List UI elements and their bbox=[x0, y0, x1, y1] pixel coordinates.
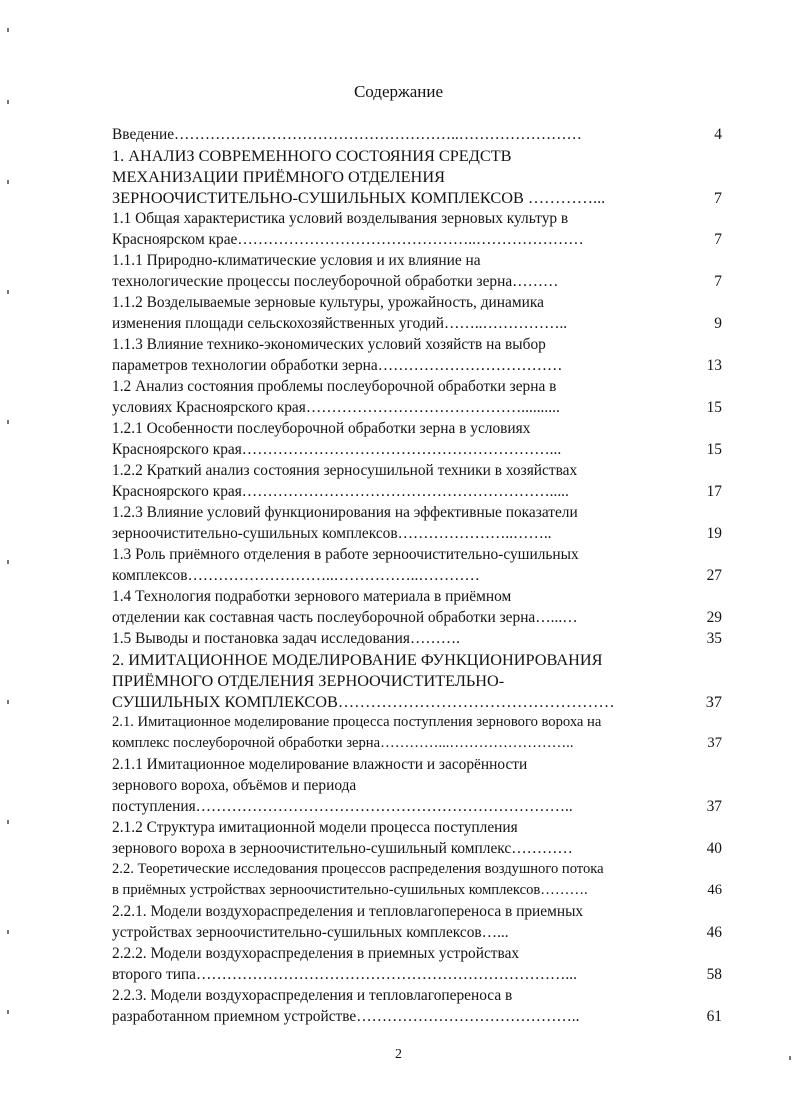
toc-entry-text: 1.3 Роль приёмного отделения в работе зерноочистительно-сушильных комплексов………………………..……………..………… bbox=[112, 546, 579, 584]
scan-mark bbox=[7, 930, 9, 934]
scan-mark bbox=[7, 290, 9, 294]
toc-entry bbox=[112, 124, 722, 145]
toc-entry-text: 1.2.3 Влияние условий функционирования на эффективные показатели зерноочистительно-сушильных комплексов…………………..…….. bbox=[112, 504, 578, 542]
toc-entry-page: 7 bbox=[714, 231, 722, 248]
toc-entry bbox=[112, 145, 722, 208]
toc-entry-text: 1.2.2 Краткий анализ состояния зерносушильной техники в хозяйствах Красноярского края……………………………………………………..... bbox=[112, 462, 578, 500]
table-of-contents bbox=[112, 124, 722, 1027]
toc-entry-page: 46 bbox=[707, 882, 722, 898]
toc-entry-page: 15 bbox=[706, 441, 722, 458]
toc-entry-text: 2. ИМИТАЦИОННОЕ МОДЕЛИРОВАНИЕ ФУНКЦИОНИРОВАНИЯ ПРИЁМНОГО ОТДЕЛЕНИЯ ЗЕРНООЧИСТИТЕЛЬНО- СУШИЛЬНЫХ КОМПЛЕКСОВ…………………………………………… bbox=[112, 650, 615, 711]
toc-entry-page: 37 bbox=[705, 692, 722, 711]
toc-entry-page: 4 bbox=[714, 126, 722, 143]
toc-entry bbox=[112, 754, 722, 817]
toc-entry bbox=[112, 460, 722, 502]
toc-entry-text: 1.4 Технология подработки зернового материала в приёмном отделении как составная часть послеуборочной обработки зерна…...… bbox=[112, 588, 578, 626]
toc-entry-text: 1.1.2 Возделываемые зерновые культуры, урожайность, динамика изменения площади сельскохозяйственных угодий……..…………….. bbox=[112, 294, 568, 332]
toc-entry-page: 7 bbox=[713, 188, 722, 207]
toc-entry-text: Введение………………………………………………..…………………… bbox=[112, 126, 582, 143]
scan-mark bbox=[7, 820, 9, 824]
toc-entry-page: 40 bbox=[706, 840, 722, 857]
scan-mark bbox=[7, 180, 9, 184]
toc-entry-text: 1. АНАЛИЗ СОВРЕМЕННОГО СОСТОЯНИЯ СРЕДСТВ МЕХАНИЗАЦИИ ПРИЁМНОГО ОТДЕЛЕНИЯ ЗЕРНООЧИСТИТЕЛЬНО-СУШИЛЬНЫХ КОМПЛЕКСОВ …………... bbox=[112, 146, 606, 207]
toc-entry-page: 37 bbox=[706, 798, 722, 815]
toc-entry-page: 9 bbox=[714, 315, 722, 332]
toc-entry bbox=[112, 817, 722, 859]
toc-entry-text: 2.2.1. Модели воздухораспределения и тепловлагопереноса в приемных устройствах зерноочистительно-сушильных комплексов…... bbox=[112, 903, 584, 941]
toc-entry bbox=[112, 586, 722, 628]
page-number: 2 bbox=[395, 1047, 402, 1062]
scan-mark bbox=[7, 28, 9, 32]
toc-entry bbox=[112, 628, 722, 649]
toc-entry bbox=[112, 544, 722, 586]
toc-entry bbox=[112, 418, 722, 460]
toc-entry-page: 58 bbox=[706, 966, 722, 983]
toc-entry-page: 46 bbox=[706, 924, 722, 941]
toc-entry-text: 2.2. Теоретические исследования процессов распределения воздушного потока в приёмных устройствах зерноочистительно-сушильных комплексов………. bbox=[112, 861, 604, 898]
scan-mark bbox=[7, 560, 9, 564]
toc-entry bbox=[112, 859, 722, 901]
toc-entry bbox=[112, 250, 722, 292]
toc-entry-text: 1.2 Анализ состояния проблемы послеуборочной обработки зерна в условиях Красноярского края…………………………………….......... bbox=[112, 378, 560, 416]
scan-mark bbox=[7, 420, 9, 424]
toc-entry-text: 2.1.2 Структура имитационной модели процесса поступления зернового вороха в зерноочистительно-сушильный комплекс………… bbox=[112, 819, 573, 857]
toc-entry-text: 1.1.3 Влияние технико-экономических условий хозяйств на выбор параметров технологии обработки зерна……………………………… bbox=[112, 336, 563, 374]
toc-entry-page: 61 bbox=[706, 1008, 722, 1025]
scan-mark bbox=[789, 1056, 791, 1060]
toc-entry bbox=[112, 649, 722, 712]
toc-entry-page: 15 bbox=[706, 399, 722, 416]
toc-entry-page: 19 bbox=[706, 525, 722, 542]
toc-entry-page: 29 bbox=[706, 609, 722, 626]
scan-mark bbox=[7, 100, 9, 104]
toc-entry-text: 2.1.1 Имитационное моделирование влажности и засорённости зернового вороха, объёмов и периода поступления……………………………………………………………….. bbox=[112, 756, 573, 815]
toc-entry-page: 37 bbox=[707, 735, 722, 751]
scan-mark bbox=[7, 1010, 9, 1014]
toc-entry bbox=[112, 943, 722, 985]
toc-entry bbox=[112, 502, 722, 544]
toc-entry bbox=[112, 712, 722, 754]
toc-entry-text: 1.1 Общая характеристика условий возделывания зерновых культур в Красноярском крае………………………………………..………………… bbox=[112, 210, 584, 248]
toc-entry bbox=[112, 901, 722, 943]
toc-entry bbox=[112, 292, 722, 334]
toc-entry-text: 1.1.1 Природно-климатические условия и их влияние на технологические процессы послеуборочной обработки зерна……… bbox=[112, 252, 559, 290]
toc-entry-text: 1.5 Выводы и постановка задач исследования………. bbox=[112, 630, 460, 647]
toc-entry-text: 2.2.2. Модели воздухораспределения в приемных устройствах второго типа………………………………………………………………... bbox=[112, 945, 577, 983]
toc-entry bbox=[112, 985, 722, 1027]
toc-entry-text: 1.2.1 Особенности послеуборочной обработки зерна в условиях Красноярского края……………………………………………………... bbox=[112, 420, 562, 458]
toc-entry bbox=[112, 376, 722, 418]
toc-entry-text: 2.2.3. Модели воздухораспределения и тепловлагопереноса в разработанном приемном устройстве…………………………………….. bbox=[112, 987, 580, 1025]
toc-entry bbox=[112, 208, 722, 250]
page-title: Содержание bbox=[353, 82, 444, 101]
toc-entry-page: 13 bbox=[706, 357, 722, 374]
toc-entry-page: 17 bbox=[706, 483, 722, 500]
toc-entry-page: 27 bbox=[706, 567, 722, 584]
toc-entry-page: 7 bbox=[714, 273, 722, 290]
scan-mark bbox=[7, 700, 9, 704]
toc-entry bbox=[112, 334, 722, 376]
toc-entry-text: 2.1. Имитационное моделирование процесса поступления зернового вороха на комплекс послеуборочной обработки зерна…………...…………………….. bbox=[112, 714, 602, 751]
toc-entry-page: 35 bbox=[706, 630, 722, 647]
